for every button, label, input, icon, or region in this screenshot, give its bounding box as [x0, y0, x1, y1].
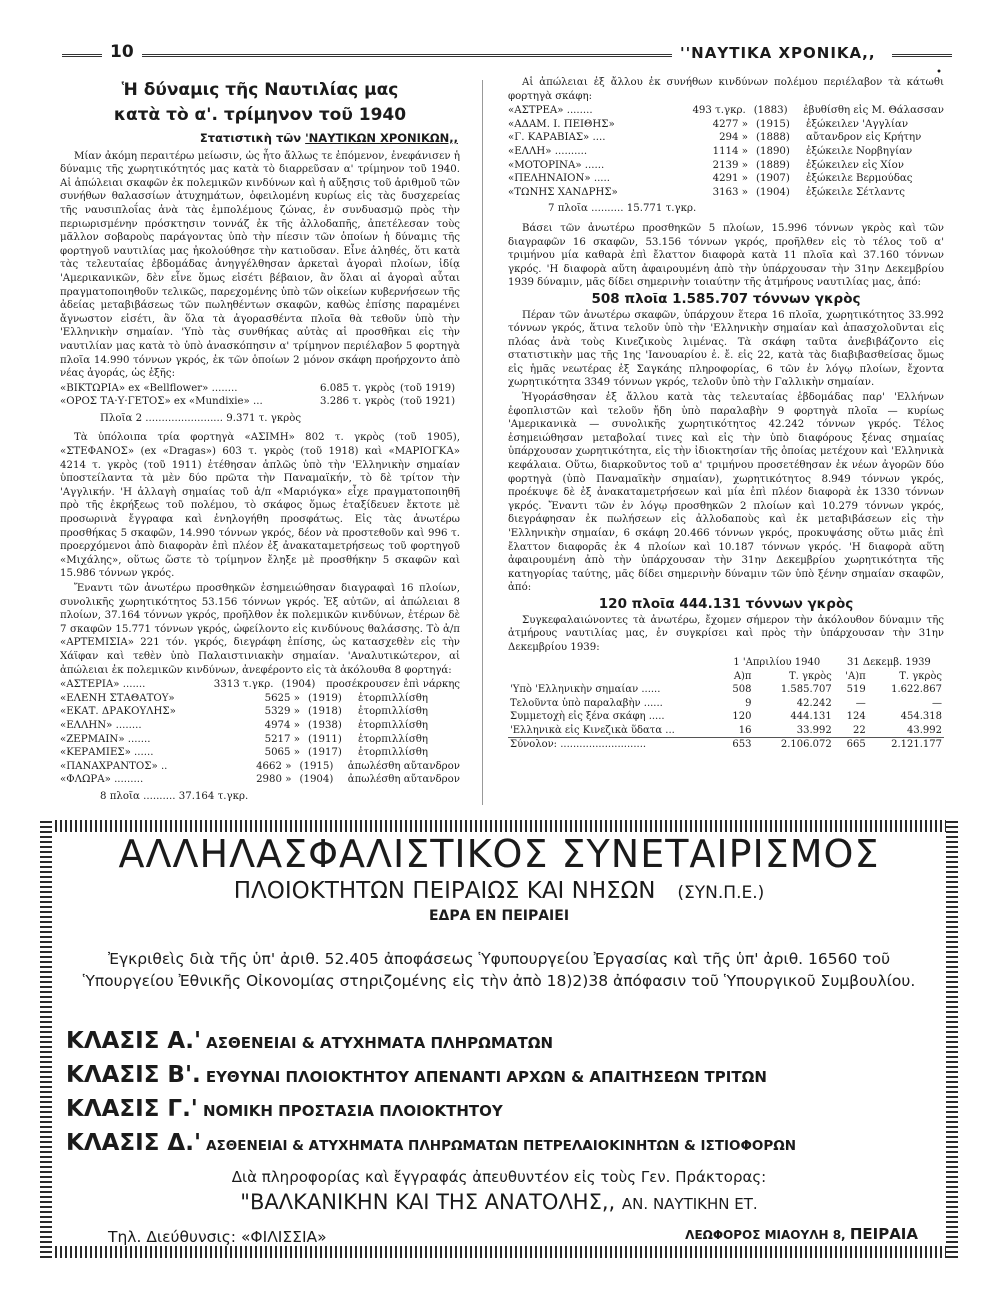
ship-tonnage: 1114 » — [712, 145, 748, 157]
ship-name: «ΠΕΛΗΝΑΙΟΝ» ..... — [508, 173, 611, 185]
ship-fate: ἀπωλέσθη αὔτανδρον — [347, 774, 460, 786]
ship-name: «Γ. ΚΑΡΑΒΙΑΣ» .... — [508, 132, 606, 144]
ad-info: Διὰ πληροφορίας καὶ ἔγγραφάς ἀπευθυντέον εἰς τοὺς Γεν. Πράκτορας: — [231, 1168, 767, 1186]
right-column — [508, 67, 944, 752]
header-rule-right — [892, 54, 952, 57]
table-cell: 2.106.072 — [754, 738, 834, 752]
list-item — [60, 382, 460, 396]
list-item — [60, 692, 460, 706]
ship-year: (1883) — [753, 105, 788, 117]
table-header-cell — [508, 670, 720, 684]
class-label: ΚΛΑΣΙΣ Δ.' — [66, 1130, 201, 1156]
ship-tonnage: 294 » — [719, 132, 748, 144]
page-number: 10 — [110, 42, 134, 62]
table-cell: 'Ελληνικὰ εἰς Κινεζικὰ ὕδατα ... — [510, 724, 675, 736]
ship-year: (1911) — [308, 733, 342, 745]
ship-tonnage: 5217 » — [264, 733, 300, 745]
ship-year: (1917) — [308, 747, 342, 759]
list-item — [60, 719, 460, 733]
list-item — [60, 705, 460, 719]
list-total: 7 πλοῖα .......... 15.771 τ.γκρ. — [548, 203, 697, 215]
class-text: ΕΥΘΥΝΑΙ ΠΛΟΙΟΚΤΗΤΟΥ ΑΠΕΝΑΝΤΙ ΑΡΧΩΝ & ΑΠΑΙΤΗΣΕΩΝ ΤΡΙΤΩΝ — [205, 1068, 767, 1086]
ship-tonnage: 3.286 τ. γκρὸς — [320, 396, 395, 408]
ship-name: «ΟΡΟΣ ΤΑ·Υ·ΓΕΤΟΣ» ex «Mundixie» ... — [60, 396, 263, 408]
table-cell: 444.131 — [790, 711, 832, 723]
publication-title: ''ΝΑΥΤΙΚΑ ΧΡΟΝΙΚΑ,, — [680, 44, 876, 62]
ship-year: (1890) — [756, 145, 790, 157]
table-header-cell: Α)π — [733, 670, 752, 682]
ship-year: (1918) — [308, 706, 342, 718]
class-text: ΝΟΜΙΚΗ ΠΡΟΣΤΑΣΙΑ ΠΛΟΙΟΚΤΗΤΟΥ — [202, 1102, 503, 1120]
class-text: ΑΣΘΕΝΕΙΑΙ & ΑΤΥΧΗΜΑΤΑ ΠΛΗΡΩΜΑΤΩΝ — [206, 1034, 553, 1052]
paragraph: Πέραν τῶν ἀνωτέρω σκαφῶν, ὑπάρχουν ἕτερα 16 πλοῖα, χωρητικότητος 33.992 τόννων γκρός, ἅτινα τελοῦν ὑπὸ τὴν 'Ελληνικὴν σημαίαν καὶ ἀπασχολοῦνται εἰς πλόας ἀνὰ τοὺς Κινεζικοὺς λιμένας. Τὰ σκάφη ταῦτα ἀνεβιβάζοντο εἰς στατιστικὴν μας τῆς 1ης 'Ιανουαρίου ἐ. ἔ. εἰς 22, κατὰ τὰς διαβιβασθείσας ὅμως εἰς ἡμᾶς νεωτέρας ἐξ Σαγκάης πληροφορίας, 6 τῶν ἐν λόγῳ πλοίων, ἔχοντα χωρητικότητα 3349 τόννων γκρός, τελοῦν ὑπὸ τὴν Γαλλικὴν σημαίαν. — [508, 309, 944, 389]
list-total: Πλοῖα 2 ........................ 9.371 τ. γκρὸς — [100, 412, 302, 424]
paragraph: Μίαν ἀκόμη περαιτέρω μείωσιν, ὡς ἦτο ἄλλως τε ἐπόμενον, ἐνεφάνισεν ἡ δύναμις τῆς χωρητικότητός μας κατὰ τὸ διαρρεῦσαν α' τρίμηνον τοῦ 1940. Αἱ ἀπώλειαι σκαφῶν ἐκ πολεμικῶν κινδύνων καὶ ἡ αὔξησις τοῦ ἀριθμοῦ τῶν συνήθων θαλασσίων ἀτυχημάτων, ὀφειλομένη κυρίως εἰς τὰς δυσχερείας τῆς ναυσιπλοΐας ἀνὰ τὰς ἐμπολέμους ζώνας, ἐν συνδυασμῷ πρὸς τὴν περιωρισμένην πρόσκτησιν τοννάζ ἐκ τῆς ἀλλοδαπῆς, ἀπετέλεσαν τοὺς μᾶλλον σοβαροὺς παράγοντας ὑπὸ τὴν πίεσιν τῶν ὁποίων ἡ δύναμις τῆς φορτηγοῦ ναυτιλίας μας ἠκολούθησε τὴν κατιοῦσαν. Εἶνε ἀληθές, ὅτι κατὰ τὰς τελευταίας ἑβδομάδας ἀνηγγέλθησαν ἀρκεταὶ ἀγοραὶ πλοίων, ἰδίᾳ 'Αμερικανικῶν, δὲν εἶνε ὅμως εἰσέτι βέβαιον, ἂν ὅλαι αἱ ἀγοραὶ αὗται πραγματοποιηθοῦν τελικῶς, παρεχομένης ὑπὸ τῶν οἰκείων κυβερνήσεων τῆς ἀδείας μεταβιβάσεως τῶν πωληθέντων σκαφῶν, καθὼς ἐπίσης παραμένει ἄγνωστον εἰσέτι, ἂν ὅλα τὰ ἀγορασθέντα πλοῖα θὰ τεθοῦν ὑπὸ τὴν 'Ελληνικὴν σημαίαν. 'Υπὸ τὰς συνθήκας αὐτὰς αἱ προσθῆκαι εἰς τὴν ναυτιλίαν μας κατὰ τὸ ὑπὸ ἀνασκόπησιν α' τρίμηνον περιέλαβον 5 φορτηγὰ πλοῖα 14.990 τόννων γκρός, ἐκ τῶν ὁποίων 2 μόνον σκάφη προήρχοντο ἀπὸ νέας ἀγοράς, ὡς ἑξῆς: — [60, 150, 460, 380]
ship-tonnage: 4277 » — [712, 118, 748, 130]
ship-name: «ΚΕΡΑΜΙΕΣ» ...... — [60, 747, 154, 759]
table-cell: Τελοῦντα ὑπὸ παραλαβὴν ...... — [510, 697, 663, 709]
class-text: ΑΣΘΕΝΕΙΑΙ & ΑΤΥΧΗΜΑΤΑ ΠΛΗΡΩΜΑΤΩΝ ΠΕΤΡΕΛΑΙΟΚΙΝΗΤΩΝ & ΙΣΤΙΟΦΟΡΩΝ — [206, 1138, 797, 1154]
ship-tonnage: 2139 » — [712, 159, 748, 171]
class-a — [66, 1028, 553, 1054]
ship-fate: ἐτορπιλλίσθη — [358, 747, 429, 759]
ship-fate: προσέκρουσεν ἐπὶ νάρκης — [325, 679, 460, 691]
list-total: 8 πλοῖα .......... 37.164 τ.γκρ. — [100, 790, 249, 802]
subtitle-publication: 'ΝΑΥΤΙΚΩΝ ΧΡΟΝΙΚΩΝ,, — [305, 131, 458, 145]
ship-year: (1904) — [299, 774, 334, 786]
ad-abbreviation: (ΣΥΝ.Π.Ε.) — [677, 883, 765, 903]
ship-name: «ΒΙΚΤΩΡΙΑ» ex «Bellflower» ........ — [60, 382, 238, 394]
list-item — [60, 760, 460, 774]
summary-table — [508, 656, 944, 752]
paragraph: Αἱ ἀπώλειαι ἐξ ἄλλου ἐκ συνήθων κινδύνων πολέμου περιέλαβον τὰ κάτωθι φορτηγὰ σκάφη: — [508, 77, 944, 102]
table-cell: 42.242 — [796, 697, 832, 709]
list-item — [60, 678, 460, 692]
ship-tonnage: 4291 » — [712, 173, 748, 185]
subtitle-prefix: Στατιστικὴ τῶν — [199, 131, 302, 145]
table-cell: 2.121.177 — [868, 738, 944, 752]
ship-fate: ἐτορπιλλίσθη — [358, 706, 429, 718]
table-cell: 'Υπὸ 'Ελληνικὴν σημαίαν ...... — [510, 684, 661, 696]
ship-fate: ἐτορπιλλίσθη — [358, 733, 429, 745]
ship-year: (1904) — [281, 679, 316, 691]
table-cell: 653 — [720, 738, 754, 752]
table-row — [508, 683, 944, 697]
table-cell: 16 — [738, 724, 752, 736]
ship-fate: ἐτορπιλλίσθη — [358, 692, 429, 704]
table-cell: 120 — [732, 711, 752, 723]
table-cell: 508 — [732, 684, 752, 696]
list-item — [508, 172, 944, 186]
ship-tonnage: 5625 » — [264, 692, 300, 704]
table-cell: 454.318 — [900, 711, 942, 723]
list-item — [508, 131, 944, 145]
list-item — [60, 733, 460, 747]
list-item — [508, 104, 944, 118]
ship-fate: αὔτανδρον εἰς Κρήτην — [806, 132, 922, 144]
table-cell: 519 — [846, 684, 866, 696]
border-bottom — [40, 1246, 958, 1258]
list-item — [508, 145, 944, 159]
header-rule-left — [62, 54, 102, 57]
ship-tonnage: 4974 » — [264, 719, 300, 731]
ad-approval-text: Ἐγκριθεὶς διὰ τῆς ὑπ' ἀριθ. 52.405 ἀποφάσεως Ὑφυπουργείου Ἐργασίας καὶ τῆς ὑπ' ἀριθ. 16560 τοῦ Ὑπουργείου Ἐθνικῆς Οἰκονομίας στηριζομένης εἰς τὴν ἀπὸ 18)2)38 ἀπόφασιν τοῦ Ὑπουργικοῦ Συμβουλίου. — [82, 950, 916, 990]
ship-name: «ΕΛΛΗ» .......... — [508, 145, 588, 157]
ship-year: (τοῦ 1921) — [400, 396, 456, 408]
table-header-cell: 1 'Απριλίου 1940 — [733, 657, 821, 669]
ad-agent-name: "ΒΑΛΚΑΝΙΚΗΝ ΚΑΙ ΤΗΣ ΑΝΑΤΟΛΗΣ,, — [240, 1190, 616, 1214]
table-header-row — [508, 670, 944, 684]
ship-fate: ἐξώκειλε Σέτλαντς — [806, 186, 905, 198]
table-header-cell: 31 Δεκεμβ. 1939 — [846, 657, 931, 669]
table-cell: 124 — [846, 711, 866, 723]
table-header-cell: Τ. γκρὸς — [789, 670, 832, 682]
ad-street: ΛΕΩΦΟΡΟΣ ΜΙΑΟΥΛΗ 8, — [685, 1228, 846, 1242]
class-d — [66, 1130, 796, 1156]
paragraph: Ἠγοράσθησαν ἐξ ἄλλου κατὰ τὰς τελευταίας ἑβδομάδας παρ' 'Ελλήνων ἐφοπλιστῶν καὶ τελοῦν ἤδη ὑπὸ παραλαβὴν 9 φορτηγὰ πλοῖα — κυρίως 'Αμερικανικὰ — συνολικῆς χωρητικότητος 42.242 τόννων γκρός. Τέλος ἐσημειώθησαν μεταβολαί τινες καὶ εἰς τὴν ὑπὸ διαφόρους ξένας σημαίας ὑπάρχουσαν χωρητικότητα, εἰς τὴν ἰδιοκτησίαν τῆς ὁποίας μετέχουν καὶ 'Ελληνικὰ κεφάλαια. Οὕτω, διαρκοῦντος τοῦ α' τριμήνου προσετέθησαν ἐκ νέων ἀγορῶν δύο φορτηγὰ (ὑπὸ Παναμαϊκὴν σημαίαν), χωρητικότητος 8.949 τόννων γκρός, προέκυψε δὲ ἐξ ἀνακαταμετρήσεων καὶ μία ἐπὶ πλέον διαφορὰ ἐκ 1330 τόννων γκρός. Ἔναντι τῶν ἐν λόγῳ προσθηκῶν 2 πλοίων καὶ 10.279 τόννων γκρός, διεγράφησαν ἐκ πωλήσεων εἰς ἀλλοδαποὺς καὶ ἐκ μεταβιβάσεων εἰς τὴν 'Ελληνικὴν σημαίαν, 6 σκάφη 20.466 τόννων γκρός, προκυψάσης οὕτω μιᾶς ἐπὶ ἔλαττον διαφορᾶς ἐκ 4 πλοίων καὶ 10.187 τόννων γκρός. 'Η διαφορὰ αὕτη ἀφαιρουμένη ἀπὸ τὴν ὑπάρχουσαν τὴν 31ην Δεκεμβρίου χωρητικότητα τῆς κατηγορίας ταύτης, μᾶς δίδει σημερινὴν δύναμιν τῶν ὑπὸ ξένην σημαίαν σκαφῶν, ἀπό: — [508, 392, 944, 594]
header-rule-middle — [142, 54, 672, 57]
ship-tonnage: 3163 » — [712, 186, 748, 198]
ad-subtitle — [40, 878, 958, 904]
ship-name: «ΖΕΡΜΑΙΝ» ....... — [60, 733, 151, 745]
ship-list-additions — [60, 382, 460, 426]
ship-year: (1904) — [756, 186, 790, 198]
ship-tonnage: 4662 » — [256, 760, 292, 772]
class-label: ΚΛΑΣΙΣ Β'. — [66, 1062, 201, 1088]
ship-name: «ΑΣΤΕΡΙΑ» ....... — [60, 679, 146, 691]
paragraph: Συγκεφαλαιώνοντες τὰ ἀνωτέρω, ἔχομεν σήμερον τὴν ἀκόλουθον δύναμιν τῆς ἀτμήρους ναυτιλίας μας, ἐν συγκρίσει καὶ πρὸς τὴν ὑπάρχουσαν τὴν 31ην Δεκεμβρίου 1939: — [508, 614, 944, 653]
ad-seat: ΕΔΡΑ ΕΝ ΠΕΙΡΑΙΕΙ — [428, 908, 570, 924]
highlight-total-greek-flag: 508 πλοῖα 1.585.707 τόννων γκρὸς — [591, 290, 861, 307]
ship-year: (1915) — [299, 760, 334, 772]
table-row — [508, 724, 944, 738]
table-header-cell — [508, 656, 720, 670]
table-header-cell: 'Α)π — [845, 670, 866, 682]
paragraph: Τὰ ὑπόλοιπα τρία φορτηγὰ «ΑΣΙΜΗ» 802 τ. γκρὸς (τοῦ 1905), «ΣΤΕΦΑΝΟΣ» (ex «Dragas») 603 τ. γκρὸς (τοῦ 1918) καὶ «ΜΑΡΙΟΓΚΑ» 4214 τ. γκρὸς (τοῦ 1911) ἐτέθησαν ἁπλῶς ὑπὸ τὴν 'Ελληνικὴν σημαίαν ὑποστείλαντα τὰ μὲν δύο πρῶτα τὴν Παναμαϊκήν, τὸ δὲ τρίτον τὴν 'Αγγλικήν. 'Η ἀλλαγὴ σημαίας τοῦ ἀ/π «Μαριόγκα» εἶχε πραγματοποιηθῆ πρὸ τῆς ἐκρήξεως τοῦ πολέμου, τὸ σκάφος ὅμως ἐταξίδευεν ἔκτοτε μὲ προσωρινὰ ἔγγραφα καὶ ἐνηλογήθη προσφάτως. Εἰς τὰς ἀνωτέρω προσθήκας 5 σκαφῶν, 14.990 τόννων γκρός, δέον νὰ προστεθοῦν καὶ 996 τ. προερχόμενοι ἀπὸ διαφορὰν ἐπὶ πλέον ἐξ ἀνακαταμετρήσεως τοῦ φορτηγοῦ «Μιχάλης», οὕτως ὥστε τὸ τρίμηνον ἔληξε μὲ προσθήκην 5 σκαφῶν καὶ 15.986 τόννων γκρός. — [60, 432, 460, 580]
ship-year: (1919) — [308, 692, 342, 704]
table-row — [508, 697, 944, 711]
ad-title: ΑΛΛΗΛΑΣΦΑΛΙΣΤΙΚΟΣ ΣΥΝΕΤΑΙΡΙΣΜΟΣ — [118, 832, 880, 876]
ad-telegraph: Τηλ. Διεύθυνσις: «ΦΙΛΙΣΣΙΑ» — [108, 1228, 327, 1246]
class-c — [66, 1096, 503, 1122]
ornament-dot: • — [935, 67, 942, 78]
ship-name: «ΑΣΤΡΕΑ» ........ — [508, 105, 593, 117]
ship-tonnage: 3313 τ.γκρ. — [213, 679, 274, 691]
ship-year: (1938) — [308, 719, 342, 731]
page-header — [62, 44, 952, 66]
ship-name: «ΦΛΩΡΑ» ......... — [60, 774, 144, 786]
list-item — [60, 395, 460, 409]
ship-fate: ἐτορπιλλίσθη — [358, 719, 429, 731]
ad-city: ΠΕΙΡΑΙΑ — [849, 1225, 918, 1243]
left-column — [60, 76, 460, 810]
ship-list-marine-losses — [508, 104, 944, 216]
paragraph: Ἔναντι τῶν ἀνωτέρω προσθηκῶν ἐσημειώθησαν διαγραφαὶ 16 πλοίων, συνολικῆς χωρητικότητος 53.156 τόννων γκρός. Ἐξ αὐτῶν, αἱ ἀπώλειαι 8 πλοίων, 37.164 τόννων γκρός, προῆλθον ἐκ πολεμικῶν κινδύνων, ἐτέρων δὲ 7 σκαφῶν 15.771 τόννων γκρός, ὠφείλοντο εἰς κινδύνους θαλάσσης. Τὸ ἀ/π «ΑΡΤΕΜΙΣΙΑ» 221 τόν. γκρός, διεγράφη ἐπίσης, ὡς κατασχεθὲν εἰς τὴν Χάϊφαν καὶ τεθὲν ὑπὸ Παλαιστινιακὴν σημαίαν. 'Αναλυτικώτερον, αἱ ἀπώλειαι ἐκ πολεμικῶν κινδύνων, ἀνεφέροντο εἰς τὰ ἀκόλουθα 8 φορτηγά: — [60, 583, 460, 676]
column-divider — [482, 80, 483, 805]
ship-tonnage: 6.085 τ. γκρὸς — [320, 382, 395, 394]
table-cell: 9 — [745, 697, 752, 709]
advertisement — [40, 820, 958, 1258]
class-label: ΚΛΑΣΙΣ Α.' — [66, 1028, 201, 1054]
ship-name: «ΕΚΑΤ. ΔΡΑΚΟΥΛΗΣ» — [60, 706, 176, 718]
ship-list-war-losses — [60, 678, 460, 803]
ship-year: (1907) — [756, 173, 790, 185]
ship-tonnage: 5329 » — [264, 706, 300, 718]
highlight-total-foreign-flag: 120 πλοῖα 444.131 τόννων γκρὸς — [598, 595, 854, 612]
border-top — [40, 820, 958, 832]
ship-name: «ΠΑΝΑΧΡΑΝΤΟΣ» .. — [60, 760, 168, 772]
table-cell: Συμμετοχὴ εἰς ξένα σκάφη ..... — [510, 711, 665, 723]
ship-fate: ἀπωλέσθη αὔτανδρον — [347, 760, 460, 772]
list-item — [60, 746, 460, 760]
ship-name: «ΤΩΝΗΣ ΧΑΝΔΡΗΣ» — [508, 186, 618, 198]
ship-year: (τοῦ 1919) — [400, 382, 456, 394]
ship-fate: ἐβυθίσθη εἰς Μ. Θάλασσαν — [803, 105, 944, 117]
table-cell: — — [932, 697, 942, 709]
ship-tonnage: 5065 » — [264, 747, 300, 759]
list-item — [508, 118, 944, 132]
ship-tonnage: 493 τ.γκρ. — [692, 105, 746, 117]
table-cell: 22 — [853, 724, 866, 736]
article-title-line1: Ἡ δύναμις τῆς Ναυτιλίας μας — [121, 80, 399, 100]
ship-name: «ΜΟΤΟΡΙΝΑ» ...... — [508, 159, 605, 171]
list-item — [508, 159, 944, 173]
table-cell: 665 — [834, 738, 868, 752]
table-cell: Σύνολον: ........................... — [508, 738, 720, 752]
table-cell: 1.622.867 — [891, 684, 942, 696]
ship-fate: ἐξώκειλε Βερμούδας — [806, 173, 913, 185]
ship-year: (1889) — [756, 159, 790, 171]
table-total-row — [508, 738, 944, 752]
class-b — [66, 1062, 767, 1088]
ship-tonnage: 2980 » — [256, 774, 292, 786]
ship-fate: ἐξώκειλεν 'Αγγλίαν — [806, 118, 909, 130]
ad-subtitle-text: ΠΛΟΙΟΚΤΗΤΩΝ ΠΕΙΡΑΙΩΣ ΚΑΙ ΝΗΣΩΝ — [233, 878, 656, 904]
ad-address — [685, 1225, 918, 1243]
table-row — [508, 710, 944, 724]
article-subtitle — [60, 132, 460, 146]
table-cell: — — [855, 697, 866, 709]
ship-name: «ΕΛΕΝΗ ΣΤΑΘΑΤΟΥ» — [60, 692, 175, 704]
ship-fate: ἐξώκειλεν εἰς Χίον — [806, 159, 904, 171]
table-cell: 1.585.707 — [780, 684, 832, 696]
ship-name: «ΑΔΑΜ. Ι. ΠΕΙΘΗΣ» — [508, 118, 615, 130]
class-label: ΚΛΑΣΙΣ Γ.' — [66, 1096, 198, 1122]
ship-fate: ἐξώκειλε Νορβηγίαν — [806, 145, 913, 157]
ad-agent-suffix: ΑΝ. ΝΑΥΤΙΚΗΝ ΕΤ. — [621, 1195, 758, 1213]
paragraph: Βάσει τῶν ἀνωτέρω προσθηκῶν 5 πλοίων, 15.996 τόννων γκρὸς καὶ τῶν διαγραφῶν 16 σκαφῶν, 53.156 τόννων γκρός, προῆλθεν εἰς τὸ τέλος τοῦ α' τριμήνου μία καθαρὰ ἐπὶ ἔλαττον διαφορὰ κατὰ 11 πλοῖα καὶ 37.160 τόννων γκρός. 'Η διαφορὰ αὕτη ἀφαιρουμένη ἀπὸ τὴν ὑπάρχουσαν τὴν 31ην Δεκεμβρίου 1939 δύναμιν, μᾶς δίδει σημερινὴν τοιαύτην τῆς ἀτμήρους ναυτιλίας μας, ἀπό: — [508, 222, 944, 289]
table-cell: 33.992 — [796, 724, 832, 736]
article-title-line2: κατὰ τὸ α'. τρίμηνον τοῦ 1940 — [113, 105, 407, 125]
ship-year: (1888) — [756, 132, 790, 144]
table-header-cell: Τ. γκρὸς — [899, 670, 942, 682]
ad-agent — [40, 1190, 958, 1214]
table-cell: 43.992 — [907, 724, 942, 736]
list-item — [508, 186, 944, 200]
ship-year: (1915) — [756, 118, 790, 130]
ship-name: «ΕΛΛΗΝ» ........ — [60, 719, 142, 731]
table-header-row — [508, 656, 944, 670]
list-item — [60, 773, 460, 787]
